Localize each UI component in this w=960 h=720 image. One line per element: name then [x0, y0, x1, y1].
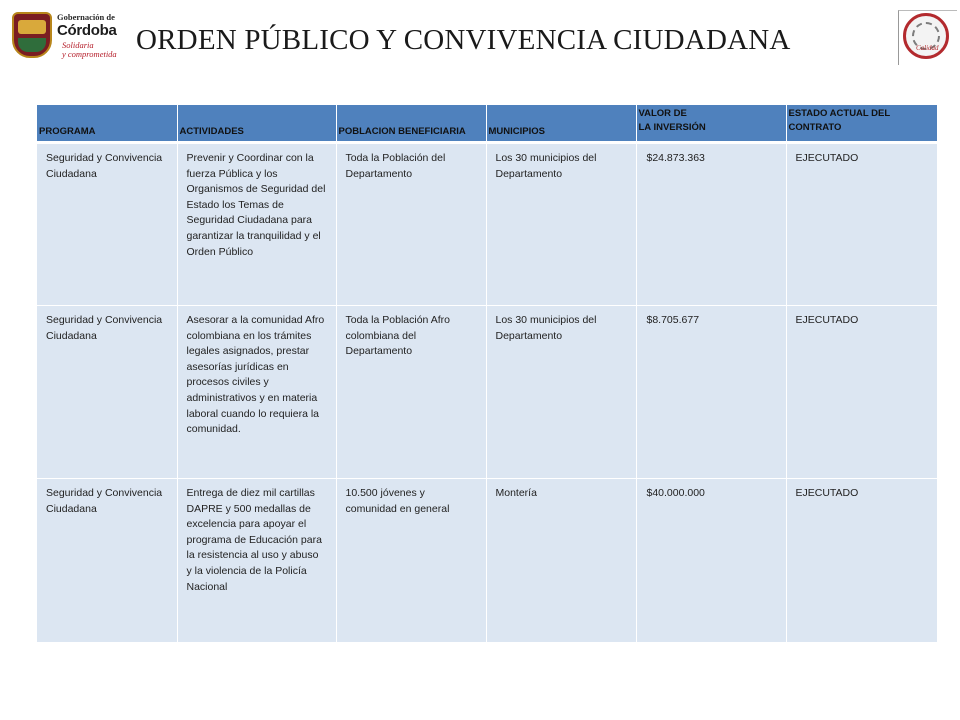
- cell-actividades: Entrega de diez mil cartillas DAPRE y 500 medallas de excelencia para apoyar el programa de Educación para la resistencia al uso y abuso y la violencia de la Policía Nacional: [177, 479, 336, 643]
- seal-text: Calidad: [916, 44, 939, 52]
- logo-slogan-line2: y comprometida: [62, 49, 117, 59]
- cell-valor: $8.705.677: [636, 306, 786, 479]
- logo-gov-label: Gobernación de: [57, 12, 115, 22]
- page-title: ORDEN PÚBLICO Y CONVIVENCIA CIUDADANA: [136, 24, 791, 56]
- cell-valor: $40.000.000: [636, 479, 786, 643]
- logo-slogan-line1: Solidaria: [62, 40, 94, 50]
- programs-table: [37, 105, 938, 643]
- cell-municipios: Los 30 municipios del Departamento: [486, 143, 636, 306]
- cell-valor: $24.873.363: [636, 143, 786, 306]
- cell-estado: EJECUTADO: [786, 306, 937, 479]
- cell-estado: EJECUTADO: [786, 479, 937, 643]
- table-header-row: [37, 105, 937, 143]
- cell-estado: EJECUTADO: [786, 143, 937, 306]
- col-header-estado: [786, 105, 937, 143]
- cell-municipios: Los 30 municipios del Departamento: [486, 306, 636, 479]
- col-header-programa: PROGRAMA: [37, 105, 177, 143]
- cell-actividades: Asesorar a la comunidad Afro colombiana en los trámites legales asignados, prestar asesorías jurídicas en procesos civiles y administrativos y en materia laboral cuando lo requiera la comunidad.: [177, 306, 336, 479]
- cell-poblacion: Toda la Población Afro colombiana del Departamento: [336, 306, 486, 479]
- shield-emblem-icon: [12, 12, 52, 58]
- col-header-municipios: MUNICIPIOS: [486, 105, 636, 143]
- table-row: [37, 143, 937, 306]
- col-header-estado-line1: ESTADO ACTUAL DEL: [788, 108, 891, 119]
- gobernacion-logo: [12, 10, 117, 62]
- cell-poblacion: Toda la Población del Departamento: [336, 143, 486, 306]
- table-row: [37, 306, 937, 479]
- cell-municipios: Montería: [486, 479, 636, 643]
- table-row: [37, 479, 937, 643]
- col-header-poblacion: POBLACION BENEFICIARIA: [336, 105, 486, 143]
- col-header-valor-line2: LA INVERSIÓN: [638, 122, 706, 133]
- cell-poblacion: 10.500 jóvenes y comunidad en general: [336, 479, 486, 643]
- cell-programa: Seguridad y Convivencia Ciudadana: [37, 306, 177, 479]
- col-header-actividades: ACTIVIDADES: [177, 105, 336, 143]
- page-header: [0, 0, 960, 80]
- col-header-estado-line2: CONTRATO: [788, 122, 842, 133]
- cell-actividades: Prevenir y Coordinar con la fuerza Pública y los Organismos de Seguridad del Estado los Temas de Seguridad Ciudadana para garantizar la tranquilidad y el Orden Público: [177, 143, 336, 306]
- quality-seal-icon: [903, 13, 949, 59]
- quality-seal-logo: [898, 10, 957, 65]
- col-header-valor-line1: VALOR DE: [638, 108, 687, 119]
- logo-slogan: [62, 41, 117, 59]
- logo-gov-name: Córdoba: [57, 22, 117, 39]
- cell-programa: Seguridad y Convivencia Ciudadana: [37, 143, 177, 306]
- col-header-valor: [636, 105, 786, 143]
- cell-programa: Seguridad y Convivencia Ciudadana: [37, 479, 177, 643]
